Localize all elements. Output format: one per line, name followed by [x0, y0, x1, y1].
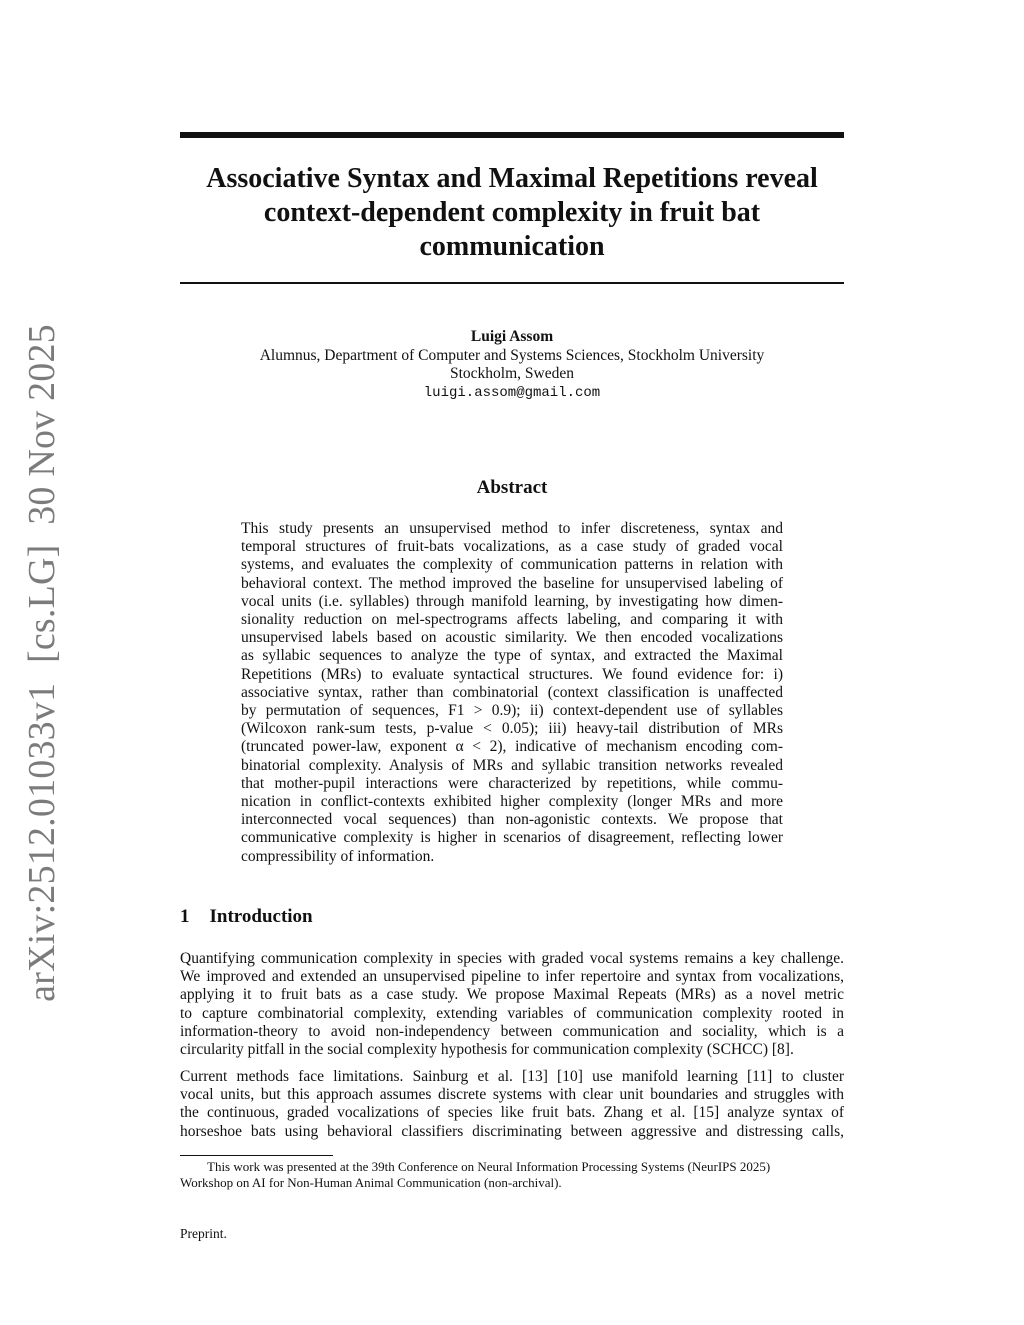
footnote-rule	[180, 1155, 333, 1156]
abstract-line: behavioral context. The method improved the baseline for unsupervised labeling of	[241, 574, 783, 592]
abstract-line: binatorial complexity. Analysis of MRs and syllabic transition networks revealed	[241, 756, 783, 774]
abstract-line: systems, and evaluates the complexity of communication patterns in relation with	[241, 556, 783, 574]
paragraph-line: Quantifying communication complexity in species with graded vocal systems remains a key challenge.	[180, 950, 844, 967]
abstract-line: as syllabic sequences to analyze the type of syntax, and extracted the Maximal	[241, 647, 783, 665]
paragraph-line: information-theory to avoid non-independency between communication and sociality, which is a	[180, 1022, 844, 1040]
abstract-line: sionality reduction on mel-spectrograms affects labeling, and comparing it with	[241, 611, 783, 629]
author-block	[180, 328, 844, 402]
author-affiliation: Alumnus, Department of Computer and Systems Sciences, Stockholm University	[259, 346, 765, 364]
section-title: Introduction	[209, 906, 313, 927]
paper-title	[180, 162, 844, 264]
footnote	[180, 1159, 844, 1191]
abstract-line: This study presents an unsupervised method to infer discreteness, syntax and	[241, 520, 783, 537]
footnote-line: This work was presented at the 39th Conference on Neural Information Processing Systems (NeurIPS 2025)	[207, 1159, 771, 1174]
author-location: Stockholm, Sweden	[450, 365, 574, 382]
abstract-line: unsupervised labels based on acoustic similarity. We then encoded vocalizations	[241, 629, 783, 647]
arxiv-id: arXiv:2512.01033v1	[21, 682, 63, 1002]
section-heading-introduction	[180, 906, 313, 928]
arxiv-category: [cs.LG]	[21, 544, 63, 663]
paragraph-line: We improved and extended an unsupervised pipeline to infer repertoire and syntax from vocalizations,	[180, 968, 844, 986]
paragraph-line: horseshoe bats using behavioral classifiers discriminating between aggressive and distressing calls,	[180, 1122, 844, 1140]
arxiv-date: 30 Nov 2025	[21, 324, 63, 525]
abstract-line: associative syntax, rather than combinatorial (context classification is unaffected	[241, 683, 783, 701]
abstract-line: temporal structures of fruit-bats vocalizations, as a case study of graded vocal	[241, 538, 783, 556]
paragraph-line: Current methods face limitations. Sainburg et al. [13] [10] use manifold learning [11] to cluster	[180, 1068, 844, 1085]
abstract-body	[241, 520, 783, 866]
title-line: context-dependent complexity in fruit bat	[263, 197, 761, 228]
arxiv-identifier-stamp	[20, 319, 64, 1007]
author-name: Luigi Assom	[470, 328, 554, 345]
author-email: luigi.assom@gmail.com	[423, 384, 601, 401]
abstract-line: (truncated power-law, exponent α < 2), indicative of mechanism encoding com-	[241, 738, 783, 756]
abstract-line: vocal units (i.e. syllables) through manifold learning, by investigating how dimen-	[241, 592, 783, 610]
abstract-line: Repetitions (MRs) to evaluate syntactical structures. We found evidence for: i)	[241, 665, 783, 683]
abstract-line: (Wilcoxon rank-sum tests, p-value < 0.05); iii) heavy-tail distribution of MRs	[241, 720, 783, 738]
abstract-line: interconnected vocal sequences) than non-agonistic contexts. We propose that	[241, 811, 783, 829]
title-line: communication	[419, 231, 605, 262]
paragraph-line: applying it to fruit bats as a case study. We propose Maximal Repeats (MRs) as a novel metric	[180, 986, 844, 1004]
abstract-line: that mother-pupil interactions were characterized by repetitions, while commu-	[241, 774, 783, 792]
title-top-rule	[180, 132, 844, 138]
paragraph-line: circularity pitfall in the social complexity hypothesis for communication complexity (SCHCC) [8].	[180, 1041, 794, 1059]
introduction-paragraph-1	[180, 950, 844, 1059]
title-bottom-rule	[180, 282, 844, 284]
paragraph-line: vocal units, but this approach assumes discrete systems with clear unit boundaries and struggles with	[180, 1086, 844, 1104]
footnote-line: Workshop on AI for Non-Human Animal Communication (non-archival).	[180, 1175, 562, 1190]
paragraph-line: the continuous, graded vocalizations of species like fruit bats. Zhang et al. [15] analyze syntax of	[180, 1104, 844, 1122]
abstract-heading: Abstract	[476, 477, 548, 498]
paragraph-line: to capture combinatorial complexity, extending variables of communication complexity rooted in	[180, 1004, 844, 1022]
introduction-paragraph-2	[180, 1068, 844, 1141]
title-line: Associative Syntax and Maximal Repetitions reveal	[206, 163, 818, 194]
abstract-line: by permutation of sequences, F1 > 0.9); ii) context-dependent use of syllables	[241, 702, 783, 720]
abstract-line: nication in conflict-contexts exhibited higher complexity (longer MRs and more	[241, 793, 783, 811]
abstract-line: communicative complexity is higher in scenarios of disagreement, reflecting lower	[241, 829, 783, 847]
abstract-line: compressibility of information.	[241, 847, 435, 865]
section-number: 1	[180, 906, 190, 927]
preprint-label: Preprint.	[180, 1226, 227, 1241]
